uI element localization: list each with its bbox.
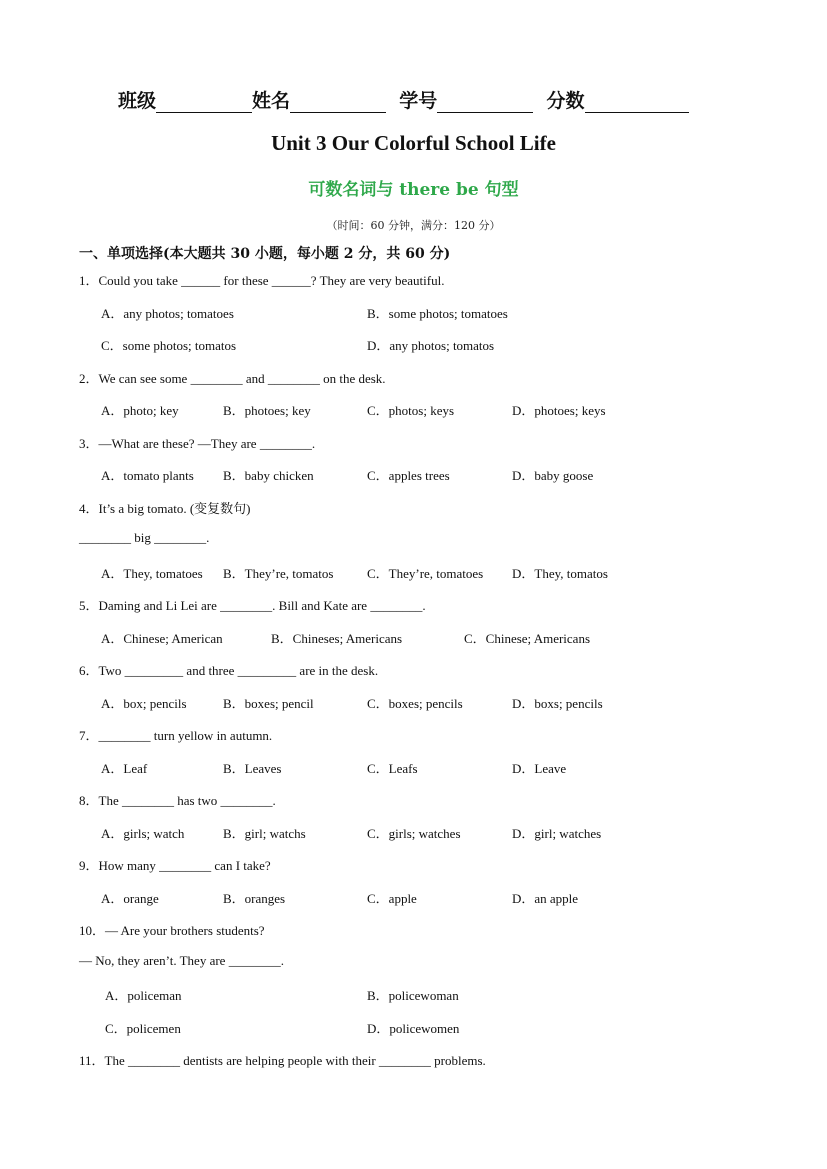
option: A．girls; watch	[101, 826, 185, 841]
option: D．girl; watches	[512, 826, 602, 841]
option: B．Chineses; Americans	[271, 631, 403, 646]
student-id-label: 学号	[399, 90, 438, 112]
question-dialogue-line: — No, they aren’t. They are ________.	[79, 953, 284, 968]
question-answer-line: ________ big ________.	[79, 530, 210, 545]
option: D．an apple	[512, 891, 579, 906]
option: C．policemen	[105, 1021, 181, 1036]
option: C．photos; keys	[367, 403, 455, 418]
option: D．any photos; tomatos	[367, 338, 495, 353]
option: A．tomato plants	[101, 468, 194, 483]
option: C．They’re, tomatoes	[367, 566, 484, 581]
option: B．policewoman	[367, 988, 459, 1003]
option: D．baby goose	[512, 468, 594, 483]
option: A．any photos; tomatoes	[101, 306, 234, 321]
option: C．girls; watches	[367, 826, 461, 841]
question-stem: 6．Two _________ and three _________ are in the desk.	[79, 663, 379, 678]
option: B．some photos; tomatoes	[367, 306, 508, 321]
option: D．policewomen	[367, 1021, 460, 1036]
option: B．baby chicken	[223, 468, 314, 483]
option: D．photoes; keys	[512, 403, 606, 418]
option: B．Leaves	[223, 761, 282, 776]
student-info-line	[118, 86, 689, 113]
option: B．photoes; key	[223, 403, 311, 418]
option: C．apple	[367, 891, 417, 906]
question-stem: 2．We can see some ________ and ________ on the desk.	[79, 371, 386, 386]
option: D．They, tomatos	[512, 566, 608, 581]
page-title: Unit 3 Our Colorful School Life	[271, 131, 556, 155]
question-stem: 5．Daming and Li Lei are ________. Bill and Kate are ________.	[79, 598, 426, 613]
option: A．box; pencils	[101, 696, 187, 711]
option: D．Leave	[512, 761, 567, 776]
question-stem: 11．The ________ dentists are helping people with their ________ problems.	[79, 1053, 486, 1068]
option: B．boxes; pencil	[223, 696, 314, 711]
score-blank	[585, 92, 689, 113]
question-stem: 3．—What are these? —They are ________.	[79, 436, 316, 451]
time-info: （时间：60 分钟，满分：120 分）	[326, 219, 501, 232]
option: B．oranges	[223, 891, 286, 906]
section-heading: 一、单项选择(本大题共 30 小题，每小题 2 分，共 60 分)	[79, 246, 451, 262]
score-label: 分数	[546, 90, 585, 112]
student-id-blank	[437, 92, 533, 113]
question-stem: 9．How many ________ can I take?	[79, 858, 271, 873]
question-stem: 1．Could you take ______ for these ______? They are very beautiful.	[79, 273, 445, 288]
name-blank	[290, 92, 386, 113]
question-stem: 8．The ________ has two ________.	[79, 793, 276, 808]
option: A．photo; key	[101, 403, 179, 418]
option: B．They’re, tomatos	[223, 566, 334, 581]
option: D．boxs; pencils	[512, 696, 603, 711]
class-label: 班级	[118, 90, 157, 112]
option: C．some photos; tomatos	[101, 338, 237, 353]
option: C．Chinese; Americans	[464, 631, 591, 646]
option: B．girl; watchs	[223, 826, 306, 841]
name-label: 姓名	[252, 90, 291, 112]
option: C．Leafs	[367, 761, 418, 776]
question-stem: 7．________ turn yellow in autumn.	[79, 728, 273, 743]
option: C．boxes; pencils	[367, 696, 463, 711]
question-stem: 4．It’s a big tomato. (变复数句)	[79, 501, 251, 516]
option: A．They, tomatoes	[101, 566, 203, 581]
option: A．Chinese; American	[101, 631, 223, 646]
class-blank	[156, 92, 252, 113]
page-subtitle: 可数名词与 there be 句型	[308, 180, 519, 200]
option: A．policeman	[105, 988, 182, 1003]
question-stem: 10．— Are your brothers students?	[79, 923, 265, 938]
option: A．Leaf	[101, 761, 148, 776]
option: A．orange	[101, 891, 159, 906]
option: C．apples trees	[367, 468, 450, 483]
